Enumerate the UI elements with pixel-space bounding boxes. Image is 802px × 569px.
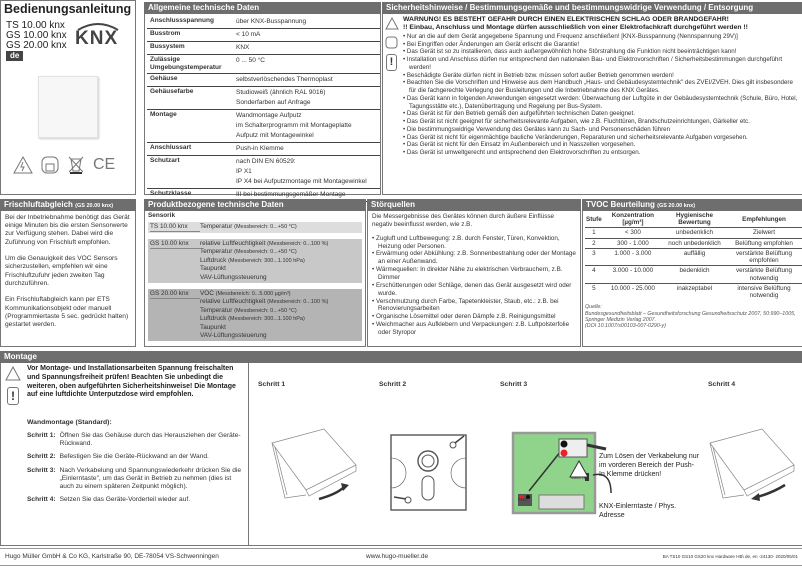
sensor-name: Taupunkt — [200, 265, 226, 273]
step-row — [25, 466, 245, 496]
row-value — [233, 110, 380, 143]
language-badge: de — [6, 51, 23, 61]
general-data-header: Allgemeine technische Daten — [144, 2, 381, 14]
fresh-air-title: Frischluftabgleich — [4, 200, 73, 209]
table-cell: unbedenklich — [663, 228, 726, 238]
montage-subtitle: Wandmontage (Standard): — [27, 419, 112, 426]
source-line: Bundesgesundheitsblatt – Gesundheitsforschung Gesundheitsschutz 2007, 50:990–1005, Springer Medizin Verlag 2007. — [585, 310, 796, 324]
model: TS 10.00 knx — [6, 20, 65, 31]
table-row — [147, 42, 380, 55]
interference-list — [372, 235, 576, 337]
list-item: • Wärmequellen: In direkter Nähe zu elektrischen Verbrauchern, z.B. Dimmer — [372, 266, 576, 282]
sensor-line — [200, 298, 328, 306]
fresh-air-model: (GS 20.00 knx) — [75, 203, 114, 209]
column-header: Stufe — [586, 215, 602, 223]
knx-button-label: KNX-Einlerntaste / Phys. Adresse — [599, 503, 677, 519]
general-data-table — [147, 16, 380, 202]
table-row — [585, 283, 802, 300]
step-label: Schritt 2: — [27, 453, 56, 461]
step-label: Schritt 1: — [27, 432, 56, 439]
group-model: TS 10.00 knx — [150, 223, 200, 232]
column-header: Empfehlungen — [742, 215, 786, 223]
tvoc-header — [582, 199, 802, 211]
row-value — [233, 16, 380, 29]
list-item: • Das Gerät ist für den Betrieb gemäß den aufgeführten technischen Daten geeignet. — [403, 110, 798, 118]
tvoc-panel — [582, 211, 802, 347]
sensor-range: (Messbereich: 0...+50 °C) — [234, 224, 297, 230]
paragraph: Um die Genauigkeit des VOC Sensors sicherzustellen, empfehlen wir eine Frischluftzufuhr jeden zweiten Tag durchzuführen. — [5, 255, 118, 287]
table-cell: verstärkte Belüftung notwendig — [726, 266, 802, 283]
model: GS 10.00 knx — [6, 30, 67, 41]
value-line: nach DIN EN 60529: — [236, 158, 296, 166]
general-data-panel — [144, 14, 381, 199]
safety-header: Sicherheitshinweise / Bestimmungsgemäße und bestimmungswidrige Verwendung / Entsorgung — [382, 2, 802, 14]
step-text: Setzen Sie das Geräte-Vorderteil wieder auf. — [59, 496, 191, 504]
row-label: Schutzklasse — [147, 189, 233, 202]
table-row — [585, 238, 802, 248]
sensor-line — [200, 257, 328, 265]
table-cell: Zielwert — [726, 228, 802, 238]
table-cell: 4 — [585, 266, 603, 283]
value-line: KNX — [236, 44, 250, 51]
list-item: • Verschmutzung durch Farbe, Tapetenkleister, Staub, etc.: z.B. bei Renovierungsarbeiten — [372, 298, 576, 314]
table-row — [585, 248, 802, 265]
group-model: GS 20.00 knx — [150, 290, 200, 299]
table-cell: noch unbedenklich — [663, 238, 726, 248]
list-item: • Beschädigte Geräte dürfen nicht in Betrieb bzw. müssen sofort außer Betrieb genommen werden! — [403, 72, 798, 80]
table-row — [147, 16, 380, 29]
value-line: IP X1 — [236, 168, 252, 176]
table-cell: 10.000 - 25.000 — [603, 283, 663, 300]
step-row — [25, 431, 245, 452]
product-data-header: Produktbezogene technische Daten — [144, 199, 366, 211]
sensor-line — [200, 290, 328, 298]
sensor-line — [200, 240, 328, 248]
sensor-group — [148, 222, 362, 233]
table-cell: intensive Belüftung notwendig — [726, 283, 802, 300]
table-row — [147, 156, 380, 189]
sensor-name: Luftdruck — [200, 315, 227, 323]
step-label: Schritt 3: — [27, 466, 56, 474]
figure-title: Schritt 1 — [258, 381, 286, 388]
sensor-name: Temperatur — [200, 248, 233, 256]
sensor-line — [200, 248, 328, 256]
attention-icon: ! — [386, 54, 397, 71]
value-line: selbstverlöschendes Thermoplast — [236, 76, 333, 84]
group-model: GS 10.00 knx — [150, 240, 200, 249]
sensor-name: Temperatur — [200, 306, 233, 314]
step-text: Nach Verkabelung und Spannungswiederkehr drücken Sie die „Einlerntaste", um das Gerät in Betrieb zu nehmen (dies ist auch zu einem späteren Zeitpunkt möglich). — [59, 466, 242, 491]
value-line: über KNX-Busspannung — [236, 18, 307, 25]
montage-header: Montage — [0, 351, 802, 363]
value-line: Wandmontage Aufputz — [236, 112, 302, 120]
pcb-knx-label: KNX — [518, 497, 528, 502]
step-text: Öffnen Sie das Gehäuse durch das Herausziehen der Geräte-Rückwand. — [59, 432, 241, 448]
pcb-led-label: Status LED — [571, 476, 589, 480]
table-row — [147, 29, 380, 42]
safety-warning-installer: !! Einbau, Anschluss und Montage dürfen ausschließlich von einer Elektrofachkraft durchgeführt werden !! — [403, 24, 748, 32]
source-line: Quelle: — [585, 304, 602, 311]
table-cell: 5 — [585, 283, 603, 300]
sensor-line — [200, 332, 328, 340]
list-item: • Weichmacher aus Aufklebern und Verpackungen: z.B. Luftpolsterfolie oder Styropor — [372, 321, 576, 337]
sensor-name: Luftdruck — [200, 256, 227, 264]
table-cell: inakzeptabel — [663, 283, 726, 300]
fresh-air-panel — [0, 211, 136, 347]
interference-header: Störquellen — [367, 199, 581, 211]
safety-panel — [382, 14, 802, 195]
table-cell: 3.000 - 10.000 — [603, 266, 663, 283]
table-header-row — [585, 211, 802, 228]
electric-warning-icon — [5, 366, 21, 381]
interference-intro: Die Messergebnisse des Gerätes können durch äußere Einflüsse negativ beeinflusst werden, wie z.B. — [372, 213, 555, 228]
value-line: im Schalterprogramm mit Montageplatte — [236, 122, 352, 130]
montage-steps — [25, 431, 245, 509]
sensor-line — [200, 223, 297, 231]
row-value — [233, 143, 380, 156]
footer-doc-id: BA TS10 GS10 GS20 knx Hardware HB\ de, en -24130- 2020/05/01 — [662, 554, 798, 559]
list-item: • Installation und Anschluss dürfen nur entsprechend den nationalen Bau- und Elektrovorschriften / Sicherheitsbestimmungen durchgeführt werden! — [403, 56, 798, 72]
doc-title: Bedienungsanleitung — [4, 2, 132, 16]
table-cell: auffällig — [663, 248, 726, 265]
electric-warning-icon — [385, 17, 399, 30]
footer-company: Hugo Müller GmbH & Co KG, Karlstraße 90, DE-78054 VS-Schwenningen — [5, 553, 219, 560]
ce-mark-icon: CE — [93, 156, 116, 173]
row-label: Schutzart — [147, 156, 233, 189]
list-item: • Erwärmung oder Abkühlung: z.B. Sonnenbestrahlung oder der Montage an einer Außenwand. — [372, 250, 576, 266]
sensor-range: (Messbereich: 300...1.100 hPa) — [228, 257, 305, 264]
figure-title: Schritt 3 — [500, 381, 528, 388]
sensor-name: Taupunkt — [200, 323, 226, 331]
device-image — [38, 76, 98, 138]
list-item: • Das Gerät ist nicht für eigenmächtige bauliche Veränderungen, Reparaturen und sicherheitsrelevante Aufgaben vorgesehen. — [403, 134, 798, 142]
sensor-line — [200, 307, 328, 315]
sensor-group — [148, 289, 362, 341]
product-data-panel — [144, 211, 366, 347]
sensor-name: VOC — [200, 290, 214, 298]
electrician-icon — [41, 156, 59, 174]
attention-icon: ! — [7, 387, 19, 405]
sensor-line — [200, 315, 328, 323]
sensor-name: relative Luftfeuchtigkeit — [200, 240, 266, 247]
sensor-range: (Messbereich: 0...100 %) — [267, 241, 329, 247]
list-item: • Das Gerät ist nicht geeignet für sicherheitsrelevante Aufgaben, wie z.B. Fluchttüren, Brandschutzeinrichtungen, Gärkeller etc. — [403, 118, 798, 126]
sensor-groups — [148, 222, 362, 341]
table-cell: 300 - 1.000 — [603, 238, 663, 248]
table-cell: 1 — [585, 228, 603, 238]
table-row — [585, 266, 802, 283]
wiring-note: Zum Lösen der Verkabelung nur im vorderen Bereich der Push-In Klemme drücken! — [599, 453, 700, 478]
safety-warning: WARNUNG! ES BESTEHT GEFAHR DURCH EINEN ELEKTRISCHEN SCHLAG ODER BRANDGEFAHR! — [403, 16, 729, 23]
open-housing-illustration — [269, 423, 359, 513]
electric-warning-icon — [13, 156, 33, 174]
step-label: Schritt 4: — [27, 496, 56, 504]
list-item: • Nur an die auf dem Gerät angegebene Spannung und Frequenz anschließen! [KNX-Busspannung (Nennspannung 29V)] — [403, 33, 798, 41]
montage-figures — [249, 363, 802, 546]
source-line: (DOI 10.1007/s00103-007-0290-y) — [585, 323, 666, 330]
figure-title: Schritt 4 — [708, 381, 736, 388]
list-item: • Organische Lösemittel oder deren Dämpfe z.B. Reinigungsmittel — [372, 313, 576, 321]
interference-panel — [367, 211, 581, 347]
row-value — [233, 156, 380, 189]
tvoc-model: (GS 20.00 knx) — [657, 203, 696, 209]
table-row — [585, 228, 802, 238]
electrician-icon — [385, 36, 398, 49]
sensorik-label: Sensorik — [148, 212, 175, 219]
value-line: Aufputz mit Montagewinkel — [236, 132, 314, 140]
table-row — [147, 74, 380, 87]
certification-icons — [13, 156, 115, 174]
value-line: < 10 mA — [236, 31, 261, 38]
row-value — [233, 55, 380, 74]
row-value — [233, 87, 380, 110]
list-item: • Erschütterungen oder Schläge, denen das Gerät ausgesetzt wird oder wurde. — [372, 282, 576, 298]
list-item: • Zugluft und Luftbewegung: z.B. durch Fenster, Türen, Konvektion, Heizung oder Personen. — [372, 235, 576, 251]
sensor-line — [200, 265, 328, 273]
step-text: Befestigen Sie die Geräte-Rückwand an der Wand. — [59, 453, 209, 461]
table-cell: bedenklich — [663, 266, 726, 283]
cover-panel — [0, 0, 136, 195]
table-row — [147, 110, 380, 143]
sensor-range: (Messbereich: 0...+50 °C) — [234, 307, 297, 314]
figure-title: Schritt 2 — [379, 381, 407, 388]
sensor-line — [200, 274, 328, 282]
row-value — [233, 74, 380, 87]
row-label: Zulässige Umgebungstemperatur — [147, 55, 233, 74]
safety-list — [403, 33, 798, 157]
footer-website[interactable]: www.hugo-mueller.de — [366, 553, 429, 560]
tvoc-title: TVOC Beurteilung — [586, 200, 655, 209]
model: GS 20.00 knx — [6, 40, 67, 51]
column-header: Konzentration [µg/m³] — [611, 212, 655, 227]
back-plate-illustration — [379, 423, 469, 513]
value-line: Sonderfarben auf Anfrage — [236, 99, 311, 107]
row-label: Busstrom — [147, 29, 233, 42]
paragraph: Bei der Inbetriebnahme benötigt das Gerät einige Minuten bis die ersten Sensorwerte zur Verfügung stehen. Dabei wird die Zuführung von Frischluft empfohlen. — [5, 214, 130, 246]
row-label: Bussystem — [147, 42, 233, 55]
row-label: Montage — [147, 110, 233, 143]
list-item: • Das Gerät ist umweltgerecht und entsprechend den Elektrovorschriften zu entsorgen. — [403, 149, 798, 157]
table-cell: verstärkte Belüftung empfohlen — [726, 248, 802, 265]
group-lines — [200, 223, 297, 232]
sensor-group — [148, 239, 362, 283]
value-line: Studioweiß (ähnlich RAL 9016) — [236, 89, 326, 97]
step-row — [25, 452, 245, 465]
sensor-range: (Messbereich: 0...+50 °C) — [234, 249, 297, 256]
table-row — [147, 143, 380, 156]
montage-text-panel — [0, 363, 249, 546]
paragraph: Ein Frischluftabgleich kann per ETS Kommunikationsobjekt oder manuell (Programmiertaste 5 sec. gedrückt halten) gestartet werden. — [5, 296, 129, 329]
list-item: • Beachten Sie die Vorschriften und Hinweise aus dem Handbuch „Haus- und Gebäudesystemtechnik" des ZVEI/ZVEH. Dies gilt insbesondere für die fachgerechte Verlegung der Busleitungen und die Inbetriebnahme des KNX Gerätes. — [403, 79, 798, 95]
list-item: • Das Gerät ist so zu installieren, dass auch außergewöhnlich hohe Störstrahlung die Funktion nicht beeinträchtigen kann! — [403, 48, 798, 56]
value-line: Push-in Klemme — [236, 145, 284, 153]
sensor-range: (Messbereich: 300...1.100 hPa) — [228, 316, 305, 323]
table-row — [147, 87, 380, 110]
fresh-air-header — [0, 199, 136, 211]
sensor-name: VAV-Lüftungssteuerung — [200, 273, 267, 281]
tvoc-source — [585, 304, 802, 329]
list-item: • Die bestimmungswidrige Verwendung des Gerätes kann zu Sach- und Personenschäden führen — [403, 126, 798, 134]
knx-logo: KNX — [75, 28, 119, 49]
row-label: Anschlussart — [147, 143, 233, 156]
group-lines — [200, 290, 328, 340]
montage-warning: Vor Montage- und Installationsarbeiten Spannung freischalten und Spannungsfreiheit prüfen! Beachten Sie unbedingt die weiteren, oben aufgeführten Sicherheitshinweise! Die Montage auf eine luftdichte Unterputzdose wird empfohlen. — [27, 365, 236, 399]
table-cell: < 300 — [603, 228, 663, 238]
weee-bin-icon — [67, 156, 85, 174]
table-cell: 2 — [585, 238, 603, 248]
model-list — [6, 21, 67, 51]
sensor-name: VAV-Lüftungssteuerung — [200, 332, 267, 340]
list-item: • Bei Eingriffen oder Änderungen am Gerät erlischt die Garantie! — [403, 41, 798, 49]
value-line: 0 ... 50 °C — [236, 57, 265, 64]
table-row — [147, 55, 380, 74]
table-cell: Belüftung empfohlen — [726, 238, 802, 248]
footer — [0, 548, 802, 566]
sensor-name: relative Luftfeuchtigkeit — [200, 298, 266, 306]
row-label: Anschlussspannung — [147, 16, 233, 29]
row-value — [233, 29, 380, 42]
sensor-name: Temperatur — [200, 223, 233, 230]
group-lines — [200, 240, 328, 282]
sensor-range: (Messbereich: 0...5.000 µg/m³) — [215, 291, 291, 298]
close-housing-illustration — [707, 423, 797, 513]
list-item: • Das Gerät kann in folgenden Anwendungen eingesetzt werden: Überwachung der Luftgüte in der Gebäudesystemtechnik (Schule, Büro, Hotel, Tagungsstätte etc.), Datenübertragung und Regelung per Bus-System. — [403, 95, 798, 111]
column-header: Hygienische Bewertung — [675, 212, 714, 227]
list-item: • Das Gerät ist nicht für den Einsatz im Außenbereich und in Nasszellen vorgesehen. — [403, 141, 798, 149]
row-label: Gehäusefarbe — [147, 87, 233, 110]
sensor-line — [200, 324, 328, 332]
tvoc-table — [585, 211, 802, 300]
row-value — [233, 42, 380, 55]
row-label: Gehäuse — [147, 74, 233, 87]
step-row — [25, 495, 245, 508]
table-cell: 1.000 - 3.000 — [603, 248, 663, 265]
sensor-range: (Messbereich: 0...100 %) — [267, 299, 329, 306]
knx-logo-arcs-icon — [75, 21, 121, 31]
table-cell: 3 — [585, 248, 603, 265]
value-line: IP X4 bei Aufputzmontage mit Montagewinkel — [236, 178, 367, 186]
value-line: III bei bestimmungsgemäßer Montage — [236, 191, 346, 199]
